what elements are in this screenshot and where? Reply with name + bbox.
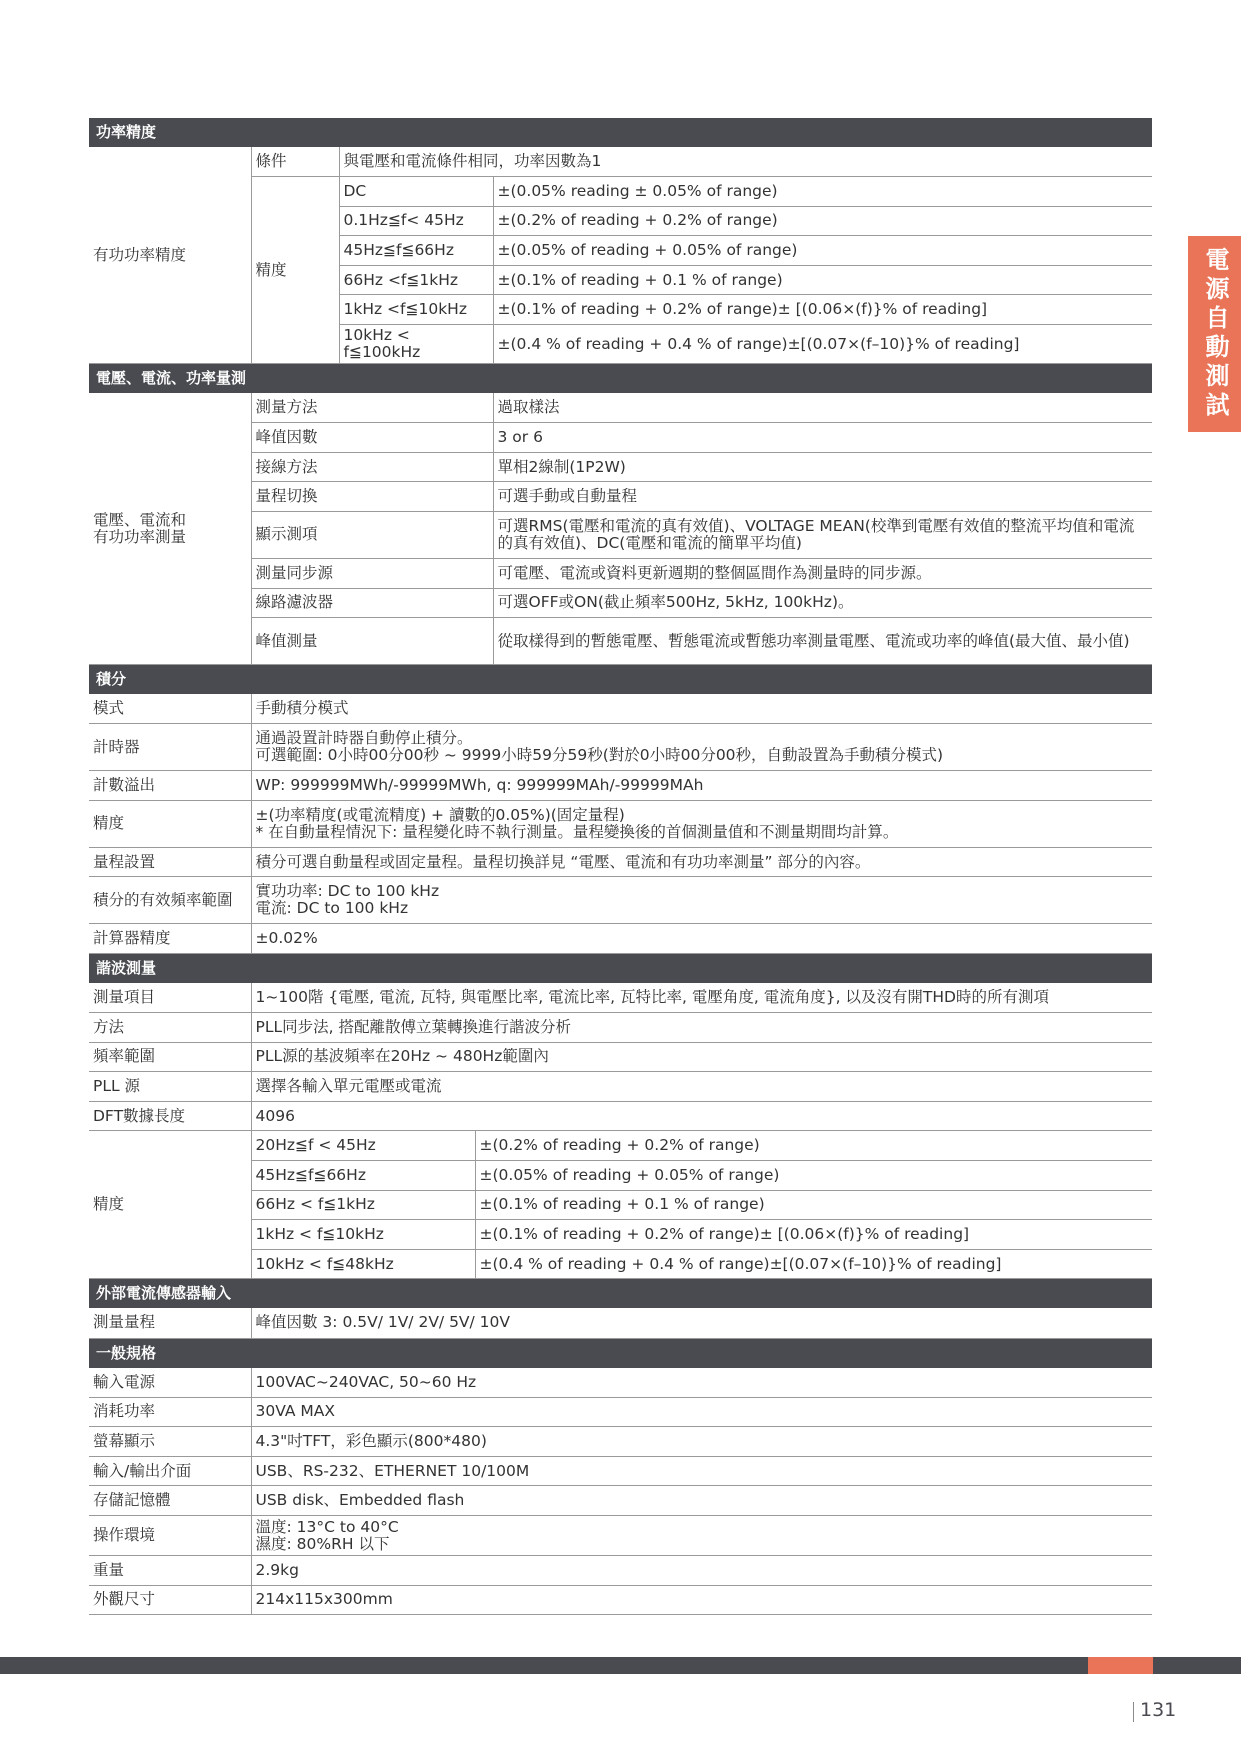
- spec-label: 外觀尺寸: [89, 1585, 251, 1615]
- spec-value: 過取樣法: [493, 393, 1152, 423]
- spec-label: 頻率範圍: [89, 1042, 251, 1072]
- spec-label: 線路濾波器: [251, 588, 493, 618]
- spec-value: 100VAC~240VAC, 50~60 Hz: [251, 1368, 1152, 1398]
- section-header-harmonic: 諧波測量: [89, 954, 1152, 983]
- spec-value: 從取樣得到的暫態電壓、暫態電流或暫態功率測量電壓、電流或功率的峰值(最大值、最小值): [493, 618, 1152, 665]
- spec-label: 峰值測量: [251, 618, 493, 665]
- spec-value: 1~100階 {電壓, 電流, 瓦特, 與電壓比率, 電流比率, 瓦特比率, 電壓角度, 電流角度}, 以及沒有開THD時的所有測項: [251, 983, 1152, 1013]
- spec-value: 可選OFF或ON(截止頻率500Hz, 5kHz, 100kHz)。: [493, 588, 1152, 618]
- power-accuracy-table: [89, 147, 1152, 364]
- spec-value: [251, 877, 1152, 924]
- spec-label: 計數溢出: [89, 771, 251, 801]
- section-header-power-accuracy: 功率精度: [89, 118, 1152, 147]
- spec-value: 4.3"吋TFT，彩色顯示(800*480): [251, 1427, 1152, 1457]
- accuracy-value: ±(0.2% of reading + 0.2% of range): [493, 206, 1152, 236]
- page-number-divider: [1133, 1702, 1134, 1722]
- spec-value-line1: 通過設置計時器自動停止積分。: [255, 729, 473, 748]
- freq-range: 45Hz≦f≦66Hz: [339, 236, 493, 266]
- accuracy-value: ±(0.05% reading ± 0.05% of range): [493, 177, 1152, 207]
- spec-label: 計時器: [89, 724, 251, 771]
- spec-label: 消耗功率: [89, 1397, 251, 1427]
- spec-value: 214x115x300mm: [251, 1585, 1152, 1615]
- measurement-table: [89, 393, 1152, 665]
- measurement-row-label-line2: 有功功率測量: [93, 527, 187, 546]
- spec-value: [251, 800, 1152, 847]
- harmonic-accuracy-label: 精度: [89, 1131, 251, 1279]
- spec-value: 手動積分模式: [251, 694, 1152, 724]
- spec-label: 精度: [89, 800, 251, 847]
- page-number: 131: [1140, 1699, 1177, 1721]
- spec-label: 測量項目: [89, 983, 251, 1013]
- spec-label: 模式: [89, 694, 251, 724]
- spec-value: 3 or 6: [493, 423, 1152, 453]
- accuracy-value: ±(0.1% of reading + 0.1 % of range): [493, 265, 1152, 295]
- spec-value: ±0.02%: [251, 924, 1152, 954]
- spec-value-line1: 溫度: 13°C to 40°C: [255, 1517, 399, 1536]
- spec-label: 測量同步源: [251, 558, 493, 588]
- spec-label: 顯示測項: [251, 511, 493, 558]
- spec-label: 重量: [89, 1556, 251, 1586]
- section-side-tab: 電源自動測試: [1188, 236, 1241, 432]
- measurement-row-label-line1: 電壓、電流和: [93, 510, 187, 529]
- spec-value: 2.9kg: [251, 1556, 1152, 1586]
- freq-range: 20Hz≦f < 45Hz: [251, 1131, 475, 1161]
- freq-range: 66Hz < f≦1kHz: [251, 1190, 475, 1220]
- freq-range: 10kHz < f≦48kHz: [251, 1249, 475, 1279]
- accuracy-value: ±(0.1% of reading + 0.1 % of range): [475, 1190, 1152, 1220]
- spec-value: [251, 724, 1152, 771]
- spec-value: 單相2線制(1P2W): [493, 452, 1152, 482]
- spec-label: 輸入電源: [89, 1368, 251, 1398]
- spec-value: 選擇各輸入單元電壓或電流: [251, 1072, 1152, 1102]
- general-table: [89, 1368, 1152, 1616]
- spec-value-line2: 電流: DC to 100 kHz: [255, 899, 409, 918]
- spec-value: 峰值因數 3: 0.5V/ 1V/ 2V/ 5V/ 10V: [251, 1308, 1152, 1338]
- spec-label: 量程設置: [89, 847, 251, 877]
- freq-range: 66Hz <f≦1kHz: [339, 265, 493, 295]
- spec-label: 存儲記憶體: [89, 1486, 251, 1516]
- spec-label: 計算器精度: [89, 924, 251, 954]
- spec-label: 測量量程: [89, 1308, 251, 1338]
- spec-value: USB disk、Embedded flash: [251, 1486, 1152, 1516]
- freq-range: 1kHz <f≦10kHz: [339, 295, 493, 325]
- freq-range: 1kHz < f≦10kHz: [251, 1220, 475, 1250]
- accuracy-value: ±(0.05% of reading + 0.05% of range): [475, 1161, 1152, 1191]
- external-sensor-table: [89, 1308, 1152, 1338]
- spec-label: 輸入/輸出介面: [89, 1456, 251, 1486]
- accuracy-label: 精度: [251, 177, 339, 364]
- spec-label: DFT數據長度: [89, 1101, 251, 1131]
- spec-value: [251, 1516, 1152, 1556]
- condition-label: 條件: [251, 147, 339, 177]
- spec-value: PLL源的基波頻率在20Hz ~ 480Hz範圍內: [251, 1042, 1152, 1072]
- spec-value: 30VA MAX: [251, 1397, 1152, 1427]
- harmonic-table: [89, 983, 1152, 1279]
- spec-sheet: [89, 118, 1152, 1615]
- section-header-general: 一般規格: [89, 1339, 1152, 1368]
- spec-value-line1: 實功功率: DC to 100 kHz: [255, 882, 440, 901]
- footer-bar: [0, 1657, 1241, 1674]
- accuracy-value: ±(0.2% of reading + 0.2% of range): [475, 1131, 1152, 1161]
- power-accuracy-row-label: 有功功率精度: [89, 147, 251, 364]
- integration-table: [89, 694, 1152, 954]
- accuracy-value: ±(0.1% of reading + 0.2% of range)± [(0.06×(f)}% of reading]: [475, 1220, 1152, 1250]
- freq-range: 0.1Hz≦f< 45Hz: [339, 206, 493, 236]
- spec-value-line1: ±(功率精度(或電流精度) + 讀數的0.05%)(固定量程): [255, 805, 625, 824]
- spec-value: PLL同步法, 搭配離散傅立葉轉換進行諧波分析: [251, 1013, 1152, 1043]
- condition-value: 與電壓和電流條件相同，功率因數為1: [339, 147, 1152, 177]
- spec-value: 4096: [251, 1101, 1152, 1131]
- section-header-measurement: 電壓、電流、功率量測: [89, 364, 1152, 393]
- freq-range: 10kHz < f≦100kHz: [339, 325, 493, 364]
- spec-value: 可電壓、電流或資料更新週期的整個區間作為測量時的同步源。: [493, 558, 1152, 588]
- spec-label: 方法: [89, 1013, 251, 1043]
- footer-accent: [1088, 1657, 1153, 1674]
- spec-value: 可選RMS(電壓和電流的真有效值)、VOLTAGE MEAN(校準到電壓有效值的整流平均值和電流的真有效值)、DC(電壓和電流的簡單平均值): [493, 511, 1152, 558]
- measurement-row-label: [89, 393, 251, 665]
- spec-value: 可選手動或自動量程: [493, 482, 1152, 512]
- spec-value: WP: 999999MWh/-99999MWh, q: 999999MAh/-99999MAh: [251, 771, 1152, 801]
- section-header-external-sensor: 外部電流傳感器輸入: [89, 1279, 1152, 1308]
- spec-label: 積分的有效頻率範圍: [89, 877, 251, 924]
- spec-value-line2: 濕度: 80%RH 以下: [255, 1534, 390, 1553]
- spec-label: 螢幕顯示: [89, 1427, 251, 1457]
- spec-value-line2: 可選範圍: 0小時00分00秒 ~ 9999小時59分59秒(對於0小時00分00秒，自動設置為手動積分模式): [255, 746, 944, 765]
- spec-label: 峰值因數: [251, 423, 493, 453]
- accuracy-value: ±(0.4 % of reading + 0.4 % of range)±[(0.07×(f–10)}% of reading]: [475, 1249, 1152, 1279]
- accuracy-value: ±(0.1% of reading + 0.2% of range)± [(0.06×(f)}% of reading]: [493, 295, 1152, 325]
- spec-label: PLL 源: [89, 1072, 251, 1102]
- spec-label: 量程切換: [251, 482, 493, 512]
- accuracy-value: ±(0.4 % of reading + 0.4 % of range)±[(0.07×(f–10)}% of reading]: [493, 325, 1152, 364]
- freq-range: 45Hz≦f≦66Hz: [251, 1161, 475, 1191]
- accuracy-value: ±(0.05% of reading + 0.05% of range): [493, 236, 1152, 266]
- spec-label: 操作環境: [89, 1516, 251, 1556]
- spec-label: 測量方法: [251, 393, 493, 423]
- section-header-integration: 積分: [89, 665, 1152, 694]
- spec-value: USB、RS-232、ETHERNET 10/100M: [251, 1456, 1152, 1486]
- freq-range: DC: [339, 177, 493, 207]
- spec-value: 積分可選自動量程或固定量程。量程切換詳見 “電壓、電流和有功功率測量” 部分的內容。: [251, 847, 1152, 877]
- spec-value-line2: * 在自動量程情況下: 量程變化時不執行測量。量程變換後的首個測量值和不測量期間均計算。: [255, 822, 899, 841]
- spec-label: 接線方法: [251, 452, 493, 482]
